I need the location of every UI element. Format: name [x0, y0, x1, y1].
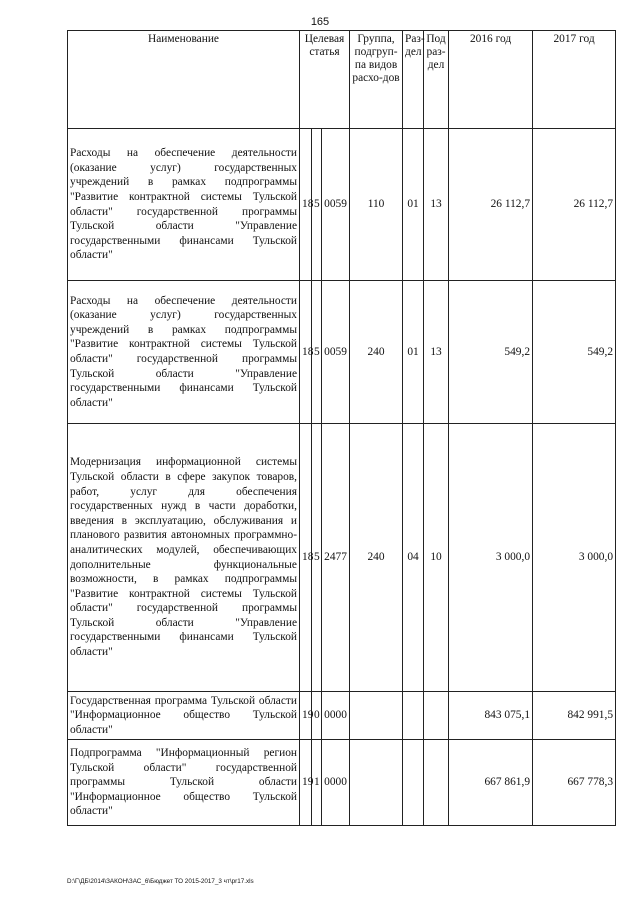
section-code: 01 — [403, 281, 424, 424]
amount-2016: 3 000,0 — [449, 424, 533, 692]
header-2016: 2016 год — [449, 31, 533, 129]
target-code-3: 0000 — [322, 740, 350, 826]
header-target-article: Целевая статья — [300, 31, 350, 129]
target-code-1: 18 — [300, 281, 312, 424]
table-row — [68, 129, 616, 281]
table-row — [68, 692, 616, 740]
header-2017: 2017 год — [533, 31, 616, 129]
subsection-code: 13 — [424, 129, 449, 281]
table-row — [68, 281, 616, 424]
target-code-2: 0 — [312, 692, 322, 740]
target-code-1: 19 — [300, 740, 312, 826]
subsection-code: 10 — [424, 424, 449, 692]
target-code-2: 5 — [312, 281, 322, 424]
target-code-1: 18 — [300, 424, 312, 692]
subsection-code — [424, 740, 449, 826]
expense-group — [350, 692, 403, 740]
target-code-1: 19 — [300, 692, 312, 740]
header-group: Группа, подгруп-па видов расхо-дов — [350, 31, 403, 129]
amount-2016: 26 112,7 — [449, 129, 533, 281]
section-code: 01 — [403, 129, 424, 281]
header-name: Наименование — [68, 31, 300, 129]
table-header-row — [68, 31, 616, 129]
target-code-3: 0000 — [322, 692, 350, 740]
table-row — [68, 424, 616, 692]
target-code-3: 0059 — [322, 129, 350, 281]
budget-table — [67, 30, 616, 826]
amount-2017: 667 778,3 — [533, 740, 616, 826]
amount-2017: 842 991,5 — [533, 692, 616, 740]
row-name: Государственная программа Тульской области "Информационное общество Тульской области" — [68, 692, 300, 740]
subsection-code — [424, 692, 449, 740]
row-name: Модернизация информационной системы Тульской области в сфере закупок товаров, работ, услуг для обеспечения государственных нужд в части доработки, введения в эксплуатацию, обслуживания и планового развития автономных программно-аналитических модулей, обеспечивающих дополнительные функциональные возможности, в рамках подпрограммы "Развитие контрактной системы Тульской области" государственной программы Тульской области "Управление государственными финансами Тульской области" — [68, 424, 300, 692]
expense-group: 240 — [350, 281, 403, 424]
expense-group — [350, 740, 403, 826]
row-name: Расходы на обеспечение деятельности (оказание услуг) государственных учреждений в рамках подпрограммы "Развитие контрактной системы Тульской области" государственной программы Тульской области "Управление государственными финансами Тульской области" — [68, 129, 300, 281]
target-code-3: 0059 — [322, 281, 350, 424]
header-section: Раз-дел — [403, 31, 424, 129]
target-code-2: 5 — [312, 424, 322, 692]
target-code-2: 1 — [312, 740, 322, 826]
target-code-2: 5 — [312, 129, 322, 281]
table-row — [68, 740, 616, 826]
section-code — [403, 740, 424, 826]
target-code-1: 18 — [300, 129, 312, 281]
amount-2016: 843 075,1 — [449, 692, 533, 740]
amount-2017: 26 112,7 — [533, 129, 616, 281]
amount-2017: 549,2 — [533, 281, 616, 424]
target-code-3: 2477 — [322, 424, 350, 692]
section-code — [403, 692, 424, 740]
file-path-footer: D:\Г\ДБ\2014\ЗАКОН\ЗАС_6\Бюджет ТО 2015-2017_3 чт\pr17.xls — [67, 878, 254, 885]
section-code: 04 — [403, 424, 424, 692]
amount-2017: 3 000,0 — [533, 424, 616, 692]
row-name: Расходы на обеспечение деятельности (оказание услуг) государственных учреждений в рамках подпрограммы "Развитие контрактной системы Тульской области" государственной программы Тульской области "Управление государственными финансами Тульской области" — [68, 281, 300, 424]
amount-2016: 667 861,9 — [449, 740, 533, 826]
amount-2016: 549,2 — [449, 281, 533, 424]
page-number: 165 — [310, 16, 330, 28]
header-subsection: Под раз-дел — [424, 31, 449, 129]
subsection-code: 13 — [424, 281, 449, 424]
row-name: Подпрограмма "Информационный регион Тульской области" государственной программы Тульской области "Информационное общество Тульской области" — [68, 740, 300, 826]
expense-group: 240 — [350, 424, 403, 692]
expense-group: 110 — [350, 129, 403, 281]
